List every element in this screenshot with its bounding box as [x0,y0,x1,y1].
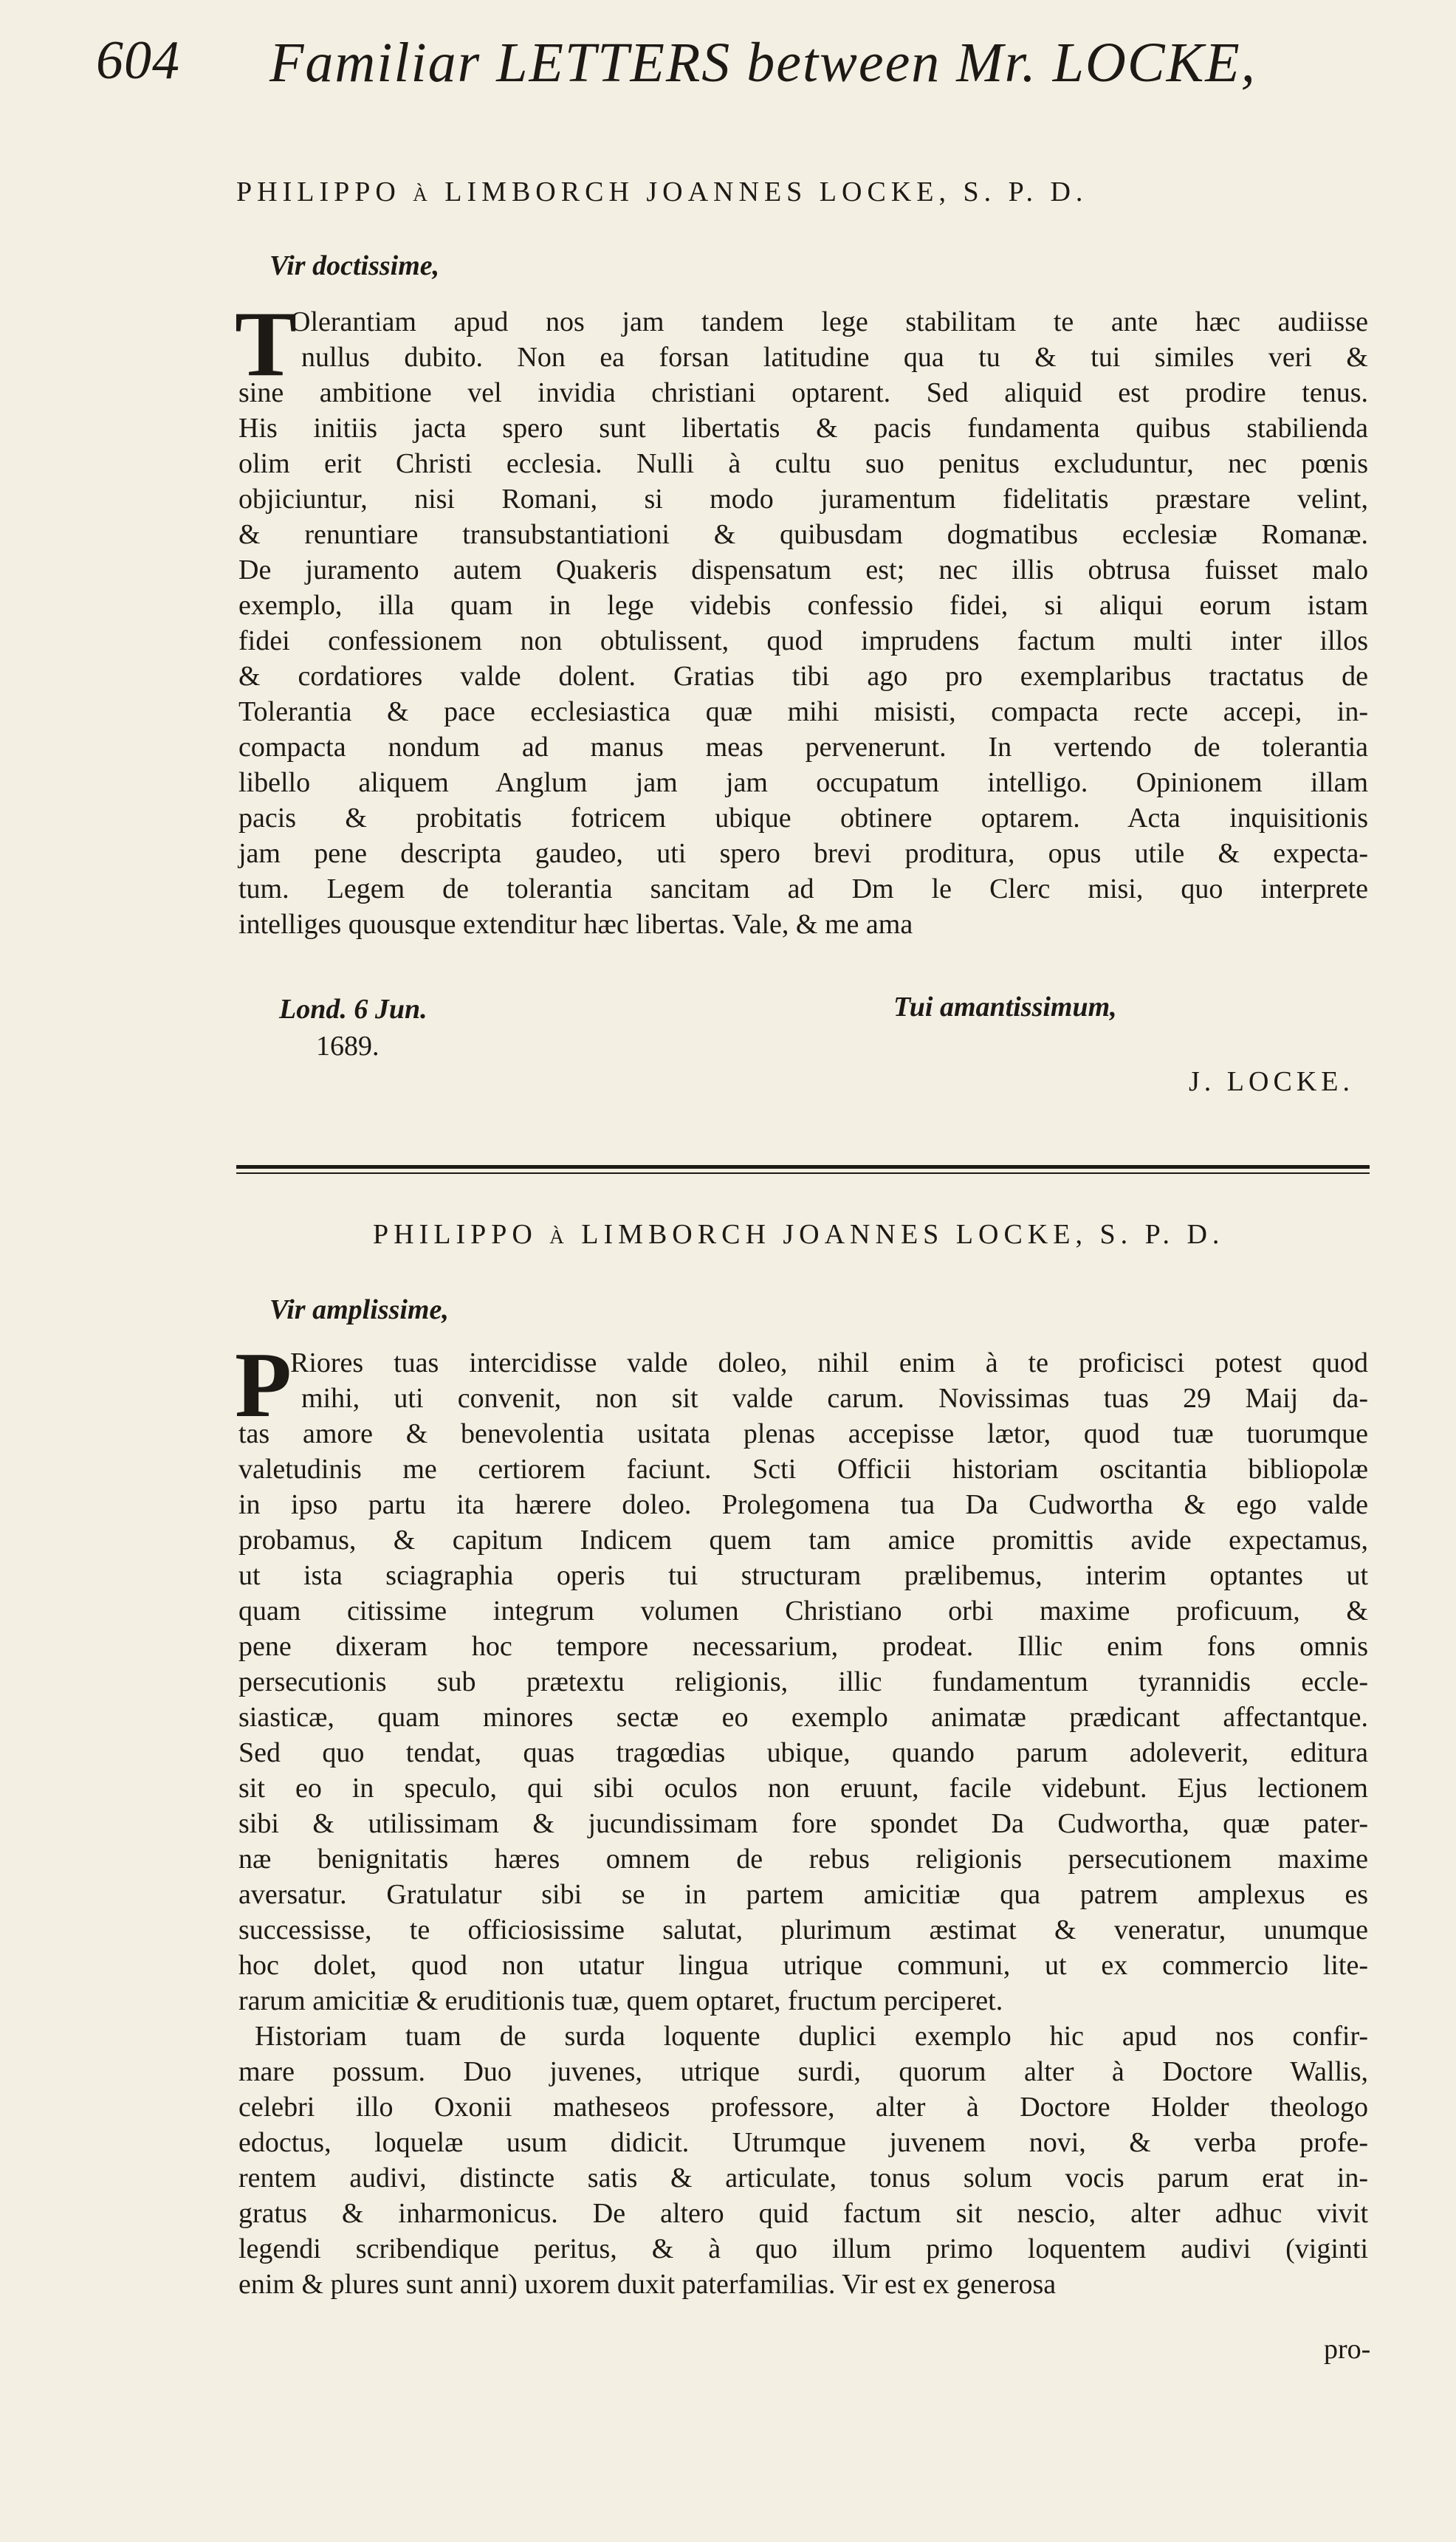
text-line: Olerantiam apud nos jam tandem lege stabilitam te ante hæc audiisse [290,306,1368,337]
text-line: Historiam tuam de surda loquente duplici exemplo hic apud nos confir- [255,2021,1368,2052]
running-head [96,30,1351,96]
text-line: sibi & utilissimam & jucundissimam fore spondet Da Cudwortha, quæ pater- [238,1808,1368,1839]
page-number: 604 [96,30,180,91]
year: 1689. [316,1031,380,1062]
letter-body [238,304,1368,942]
text-line: sine ambitione vel invidia christiani optarent. Sed aliquid est prodire tenus. [238,377,1368,408]
letter-heading: PHILIPPO à LIMBORCH JOANNES LOCKE, S. P. D. [373,1219,1225,1250]
text-line: in ipso partu ita hærere doleo. Prolegomena tua Da Cudwortha & ego valde [238,1489,1368,1520]
closing: Tui amantissimum, [893,992,1117,1023]
text-line: jam pene descripta gaudeo, uti spero brevi proditura, opus utile & expecta- [238,838,1368,869]
divider-rule-thin [236,1172,1370,1174]
text-line: olim erit Christi ecclesia. Nulli à cultu suo penitus excluduntur, nec pœnis [238,448,1368,479]
salutation: Vir amplissime, [269,1294,449,1325]
running-title: Familiar LETTERS between Mr. LOCKE, [269,32,1257,94]
text-line: exemplo, illa quam in lege videbis confessio fidei, si aliqui eorum istam [238,590,1368,621]
text-line: De juramento autem Quakeris dispensatum est; nec illis obtrusa fuisset malo [238,554,1368,585]
text-line: Tolerantia & pace ecclesiastica quæ mihi misisti, compacta recte accepi, in- [238,696,1368,727]
text-line: pacis & probitatis fotricem ubique obtinere optarem. Acta inquisitionis [238,803,1368,834]
text-line: tum. Legem de tolerantia sancitam ad Dm le Clerc misi, quo interprete [238,873,1368,904]
letter-body [238,1345,1368,2302]
text-line: intelliges quousque extenditur hæc libertas. Vale, & me ama [238,909,913,940]
text-line: sit eo in speculo, qui sibi oculos non eruunt, facile videbunt. Ejus lectionem [238,1773,1368,1804]
drop-cap: P [235,1334,292,1437]
text-line: ut ista sciagraphia operis tui structuram prælibemus, interim optantes ut [238,1560,1368,1591]
text-line: libello aliquem Anglum jam jam occupatum intelligo. Opinionem illam [238,767,1368,798]
text-line: celebri illo Oxonii matheseos professore, alter à Doctore Holder theologo [238,2092,1368,2123]
text-line: valetudinis me certiorem faciunt. Scti Officii historiam oscitantia bibliopolæ [238,1454,1368,1485]
text-line: Riores tuas intercidisse valde doleo, nihil enim à te proficisci potest quod [290,1347,1368,1378]
text-line: quam citissime integrum volumen Christiano orbi maxime proficuum, & [238,1595,1368,1626]
text-line: hoc dolet, quod non utatur lingua utrique communi, ut ex commercio lite- [238,1950,1368,1981]
text-line: legendi scribendique peritus, & à quo illum primo loquentem audivi (viginti [238,2233,1368,2264]
text-line: rentem audivi, distincte satis & articulate, tonus solum vocis parum erat in- [238,2163,1368,2194]
text-line: gratus & inharmonicus. De altero quid factum sit nescio, alter adhuc vivit [238,2198,1368,2229]
text-line: mihi, uti convenit, non sit valde carum. Novissimas tuas 29 Maij da- [301,1383,1368,1414]
text-line: enim & plures sunt anni) uxorem duxit paterfamilias. Vir est ex generosa [238,2269,1057,2300]
text-line: pene dixeram hoc tempore necessarium, prodeat. Illic enim fons omnis [238,1631,1368,1662]
divider-rule [236,1165,1370,1169]
text-line: edoctus, loquelæ usum didicit. Utrumque juvenem novi, & verba profe- [238,2127,1368,2158]
text-line: objiciuntur, nisi Romani, si modo juramentum fidelitatis præstare velint, [238,484,1368,515]
date-block [279,991,427,1065]
drop-cap: T [235,293,298,396]
text-line: & renuntiare transubstantiationi & quibusdam dogmatibus ecclesiæ Romanæ. [238,519,1368,550]
text-line: probamus, & capitum Indicem quem tam amice promittis avide expectamus, [238,1525,1368,1556]
text-line: Sed quo tendat, quas tragœdias ubique, quando parum adoleverit, editura [238,1737,1368,1768]
text-line: successisse, te officiosissime salutat, plurimum æstimat & veneratur, unumque [238,1914,1368,1945]
text-line: nullus dubito. Non ea forsan latitudine qua tu & tui similes veri & [301,342,1368,373]
text-line: & cordatiores valde dolent. Gratias tibi ago pro exemplaribus tractatus de [238,661,1368,692]
text-line: mare possum. Duo juvenes, utrique surdi, quorum alter à Doctore Wallis, [238,2056,1368,2087]
letter-heading: PHILIPPO à LIMBORCH JOANNES LOCKE, S. P. D. [236,176,1088,207]
salutation: Vir doctissime, [269,250,440,281]
text-line: His initiis jacta spero sunt libertatis & pacis fundamenta quibus stabilienda [238,413,1368,444]
text-line: compacta nondum ad manus meas pervenerunt. In vertendo de tolerantia [238,732,1368,763]
place-date: Lond. 6 Jun. [279,994,427,1025]
text-line: fidei confessionem non obtulissent, quod imprudens factum multi inter illos [238,625,1368,656]
text-line: siasticæ, quam minores sectæ eo exemplo animatæ prædicant affectantque. [238,1702,1368,1733]
catchword: pro- [1324,2334,1371,2365]
text-line: persecutionis sub prætextu religionis, illic fundamentum tyrannidis eccle- [238,1666,1368,1697]
text-line: aversatur. Gratulatur sibi se in partem amicitiæ qua patrem amplexus es [238,1879,1368,1910]
text-line: næ benignitatis hæres omnem de rebus religionis persecutionem maxime [238,1844,1368,1875]
text-line: tas amore & benevolentia usitata plenas accepisse lætor, quod tuæ tuorumque [238,1418,1368,1449]
signature: J. LOCKE. [1189,1066,1354,1097]
text-line: rarum amicitiæ & eruditionis tuæ, quem optaret, fructum perciperet. [238,1985,1003,2016]
